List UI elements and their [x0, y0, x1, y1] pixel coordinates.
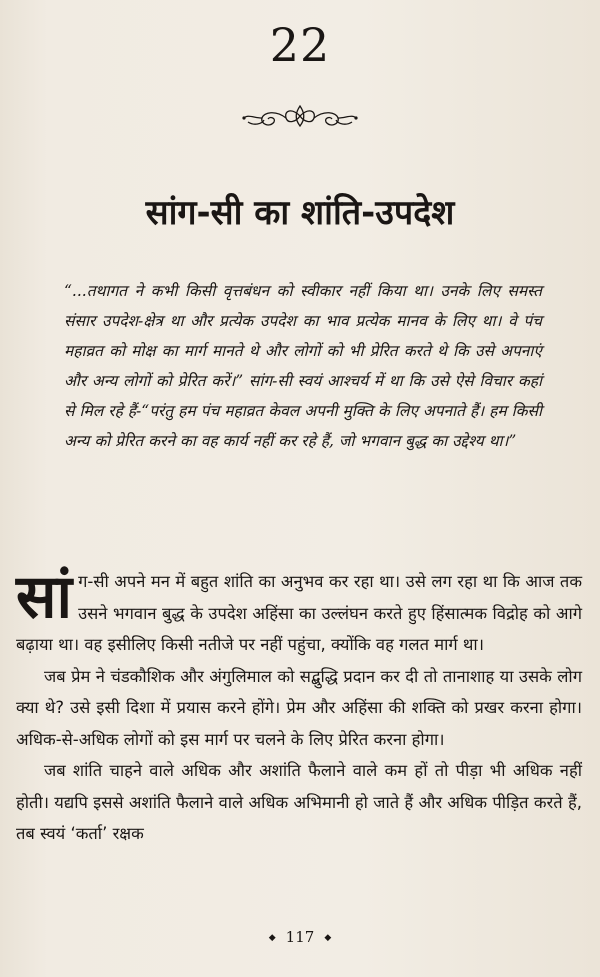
- footer-bullet-right: ◆: [324, 933, 332, 943]
- epigraph-quote: “...तथागत ने कभी किसी वृत्तबंधन को स्वीकार नहीं किया था। उनके लिए समस्त संसार उपदेश-क्षेत्र था और प्रत्येक उपदेश का भाव प्रत्येक मानव के लिए था। वे पंच महाव्रत को मोक्ष का मार्ग मानते थे और लोगों को भी प्रेरित करते थे कि उसे अपनाएं और अन्य लोगों को प्रेरित करें।” सांग-सी स्वयं आश्चर्य में था कि उसे ऐसे विचार कहां से मिल रहे हैं-“परंतु हम पंच महाव्रत केवल अपनी मुक्ति के लिए अपनाते हैं। हम किसी अन्य को प्रेरित करने का वह कार्य नहीं कर रहे हैं, जो भगवान बुद्ध का उद्देश्य था।”: [64, 282, 542, 450]
- paragraph-1: [16, 562, 582, 661]
- paragraph-1-text: ग-सी अपने मन में बहुत शांति का अनुभव कर रहा था। उसे लग रहा था कि आज तक उसने भगवान बुद्ध के उपदेश अहिंसा का उल्लंघन करते हुए हिंसात्मक विद्रोह को आगे बढ़ाया था। वह इसीलिए किसी नतीजे पर नहीं पहुंचा, क्योंकि वह गलत मार्ग था।: [16, 572, 582, 654]
- page-footer: [0, 928, 600, 946]
- floral-ornament-icon: [240, 100, 360, 132]
- chapter-number: 22: [269, 18, 331, 72]
- page-number: 117: [285, 928, 315, 946]
- footer-bullet-left: ◆: [268, 933, 276, 943]
- paragraph-2: जब प्रेम ने चंडकौशिक और अंगुलिमाल को सद्बुद्धि प्रदान कर दी तो तानाशाह या उसके लोग क्या थे? उसे इसी दिशा में प्रयास करने होंगे। प्रेम और अहिंसा की शक्ति को प्रखर करना होगा। अधिक-से-अधिक लोगों को इस मार्ग पर चलने के लिए प्रेरित करना होगा।: [16, 666, 582, 749]
- drop-cap: सां: [16, 562, 73, 632]
- paragraph-3: जब शांति चाहने वाले अधिक और अशांति फैलाने वाले कम हों तो पीड़ा भी अधिक नहीं होती। यद्यपि इससे अशांति फैलाने वाले अधिक अभिमानी हो जाते हैं और अधिक पीड़ित करते हैं, तब स्वयं ‘कर्ता’ रक्षक: [16, 761, 582, 843]
- body-text: [16, 562, 582, 850]
- chapter-title: सांग-सी का शांति-उपदेश: [145, 193, 455, 233]
